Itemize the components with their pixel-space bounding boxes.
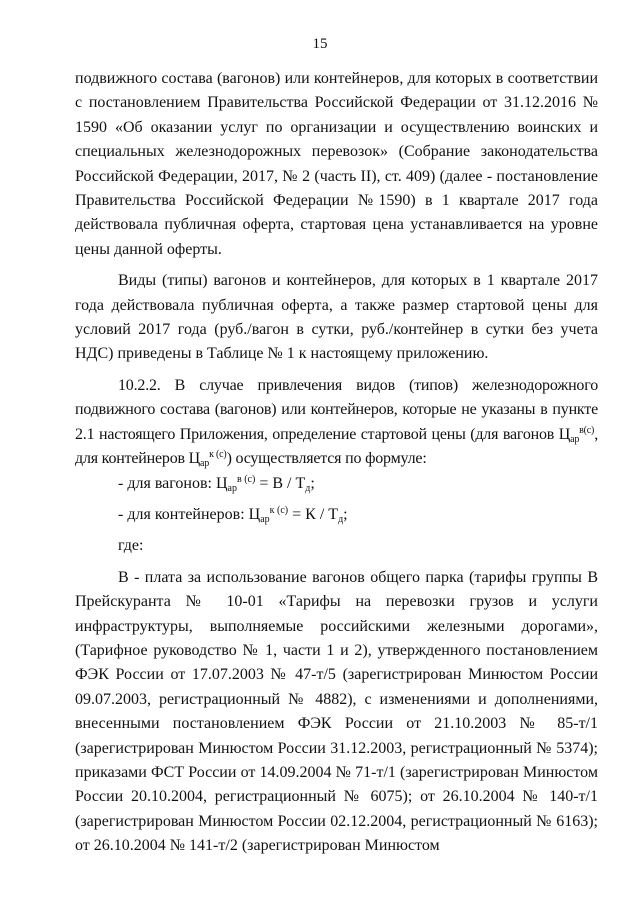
superscript-v-c: в(с)	[579, 424, 595, 436]
paragraph-wagon-types: Виды (типы) вагонов и контейнеров, для которых в 1 квартале 2017 года действовала публичная оферта, а также размер стартовой цены для условий 2017 года (руб./вагон в сутки, руб./контейнер в сутки без учета НДС) приведены в Таблице № 1 к настоящему приложению.	[75, 272, 598, 363]
paragraph-10-2-2	[75, 374, 598, 472]
formula-end: ;	[310, 474, 315, 492]
subscript-d: д	[338, 513, 344, 525]
superscript-v-c: в (с)	[237, 473, 256, 485]
subscript-ar: ар	[200, 458, 210, 470]
superscript-k-c: к (с)	[269, 504, 289, 516]
formula-wagons	[75, 472, 598, 496]
page-number: 15	[312, 36, 328, 52]
document-body	[75, 67, 598, 859]
formula-wagons-rhs: = В / Т	[255, 474, 306, 492]
formula-containers-rhs: = К / Т	[288, 505, 339, 523]
paragraph-10-2-2-text: 10.2.2. В случае привлечения видов (типов) железнодорожного подвижного состава (вагонов) или контейнеров, которые не указаны в пункте 2.1 настоящего Приложения, определение стартовой цены (для вагонов Ц	[75, 376, 598, 443]
paragraph-10-2-2-mid: , для контейнеров Ц	[75, 425, 598, 468]
paragraph-10-2-2-end: ) осуществляется по формуле:	[226, 450, 427, 468]
paragraph-continuation: подвижного состава (вагонов) или контейнеров, для которых в соответствии с постановлением Правительства Российской Федерации от 31.12.2016 № 1590 «Об оказании услуг по организации и осуществлению воинских и специальных железнодорожных перевозок» (Собрание законодательства Российской Федерации, 2017, № 2 (часть II), ст. 409) (далее - постановление Правительства Российской Федерации №1590) в 1 квартале 2017 года действовала публичная оферта, стартовая цена устанавливается на уровне цены данной оферты.	[75, 70, 598, 258]
where-label: где:	[118, 537, 144, 555]
superscript-k-c: к (с)	[209, 449, 227, 461]
subscript-ar: ар	[227, 482, 237, 494]
paragraph-b-definition: В - плата за использование вагонов общего парка (тарифы группы В Прейскуранта № 10-01 «Тарифы на перевозки грузов и услуги инфраструктуры, выполняемые российскими железными дорогами», (Тарифное руководство № 1, части 1 и 2), утвержденного постановлением ФЭК России от 17.07.2003 № 47-т/5 (зарегистрирован Минюстом России 09.07.2003, регистрационный № 4882), с изменениями и дополнениями, внесенными постановлением ФЭК России от 21.10.2003 № 85-т/1 (зарегистрирован Минюстом России 31.12.2003, регистрационный № 5374); приказами ФСТ России от 14.09.2004 № 71-т/1 (зарегистрирован Минюстом России 20.10.2004, регистрационный № 6075); от 26.10.2004 № 140-т/1 (зарегистрирован Минюстом России 02.12.2004, регистрационный № 6163); от 26.10.2004 № 141-т/2 (зарегистрирован Минюстом	[75, 568, 598, 855]
formula-wagons-label: - для вагонов: Ц	[118, 474, 228, 492]
formula-containers-label: - для контейнеров: Ц	[118, 505, 261, 523]
subscript-d: д	[305, 482, 311, 494]
formula-containers	[75, 503, 598, 527]
subscript-ar: ар	[570, 433, 580, 445]
formula-end: ;	[343, 505, 348, 523]
subscript-ar: ар	[260, 513, 270, 525]
